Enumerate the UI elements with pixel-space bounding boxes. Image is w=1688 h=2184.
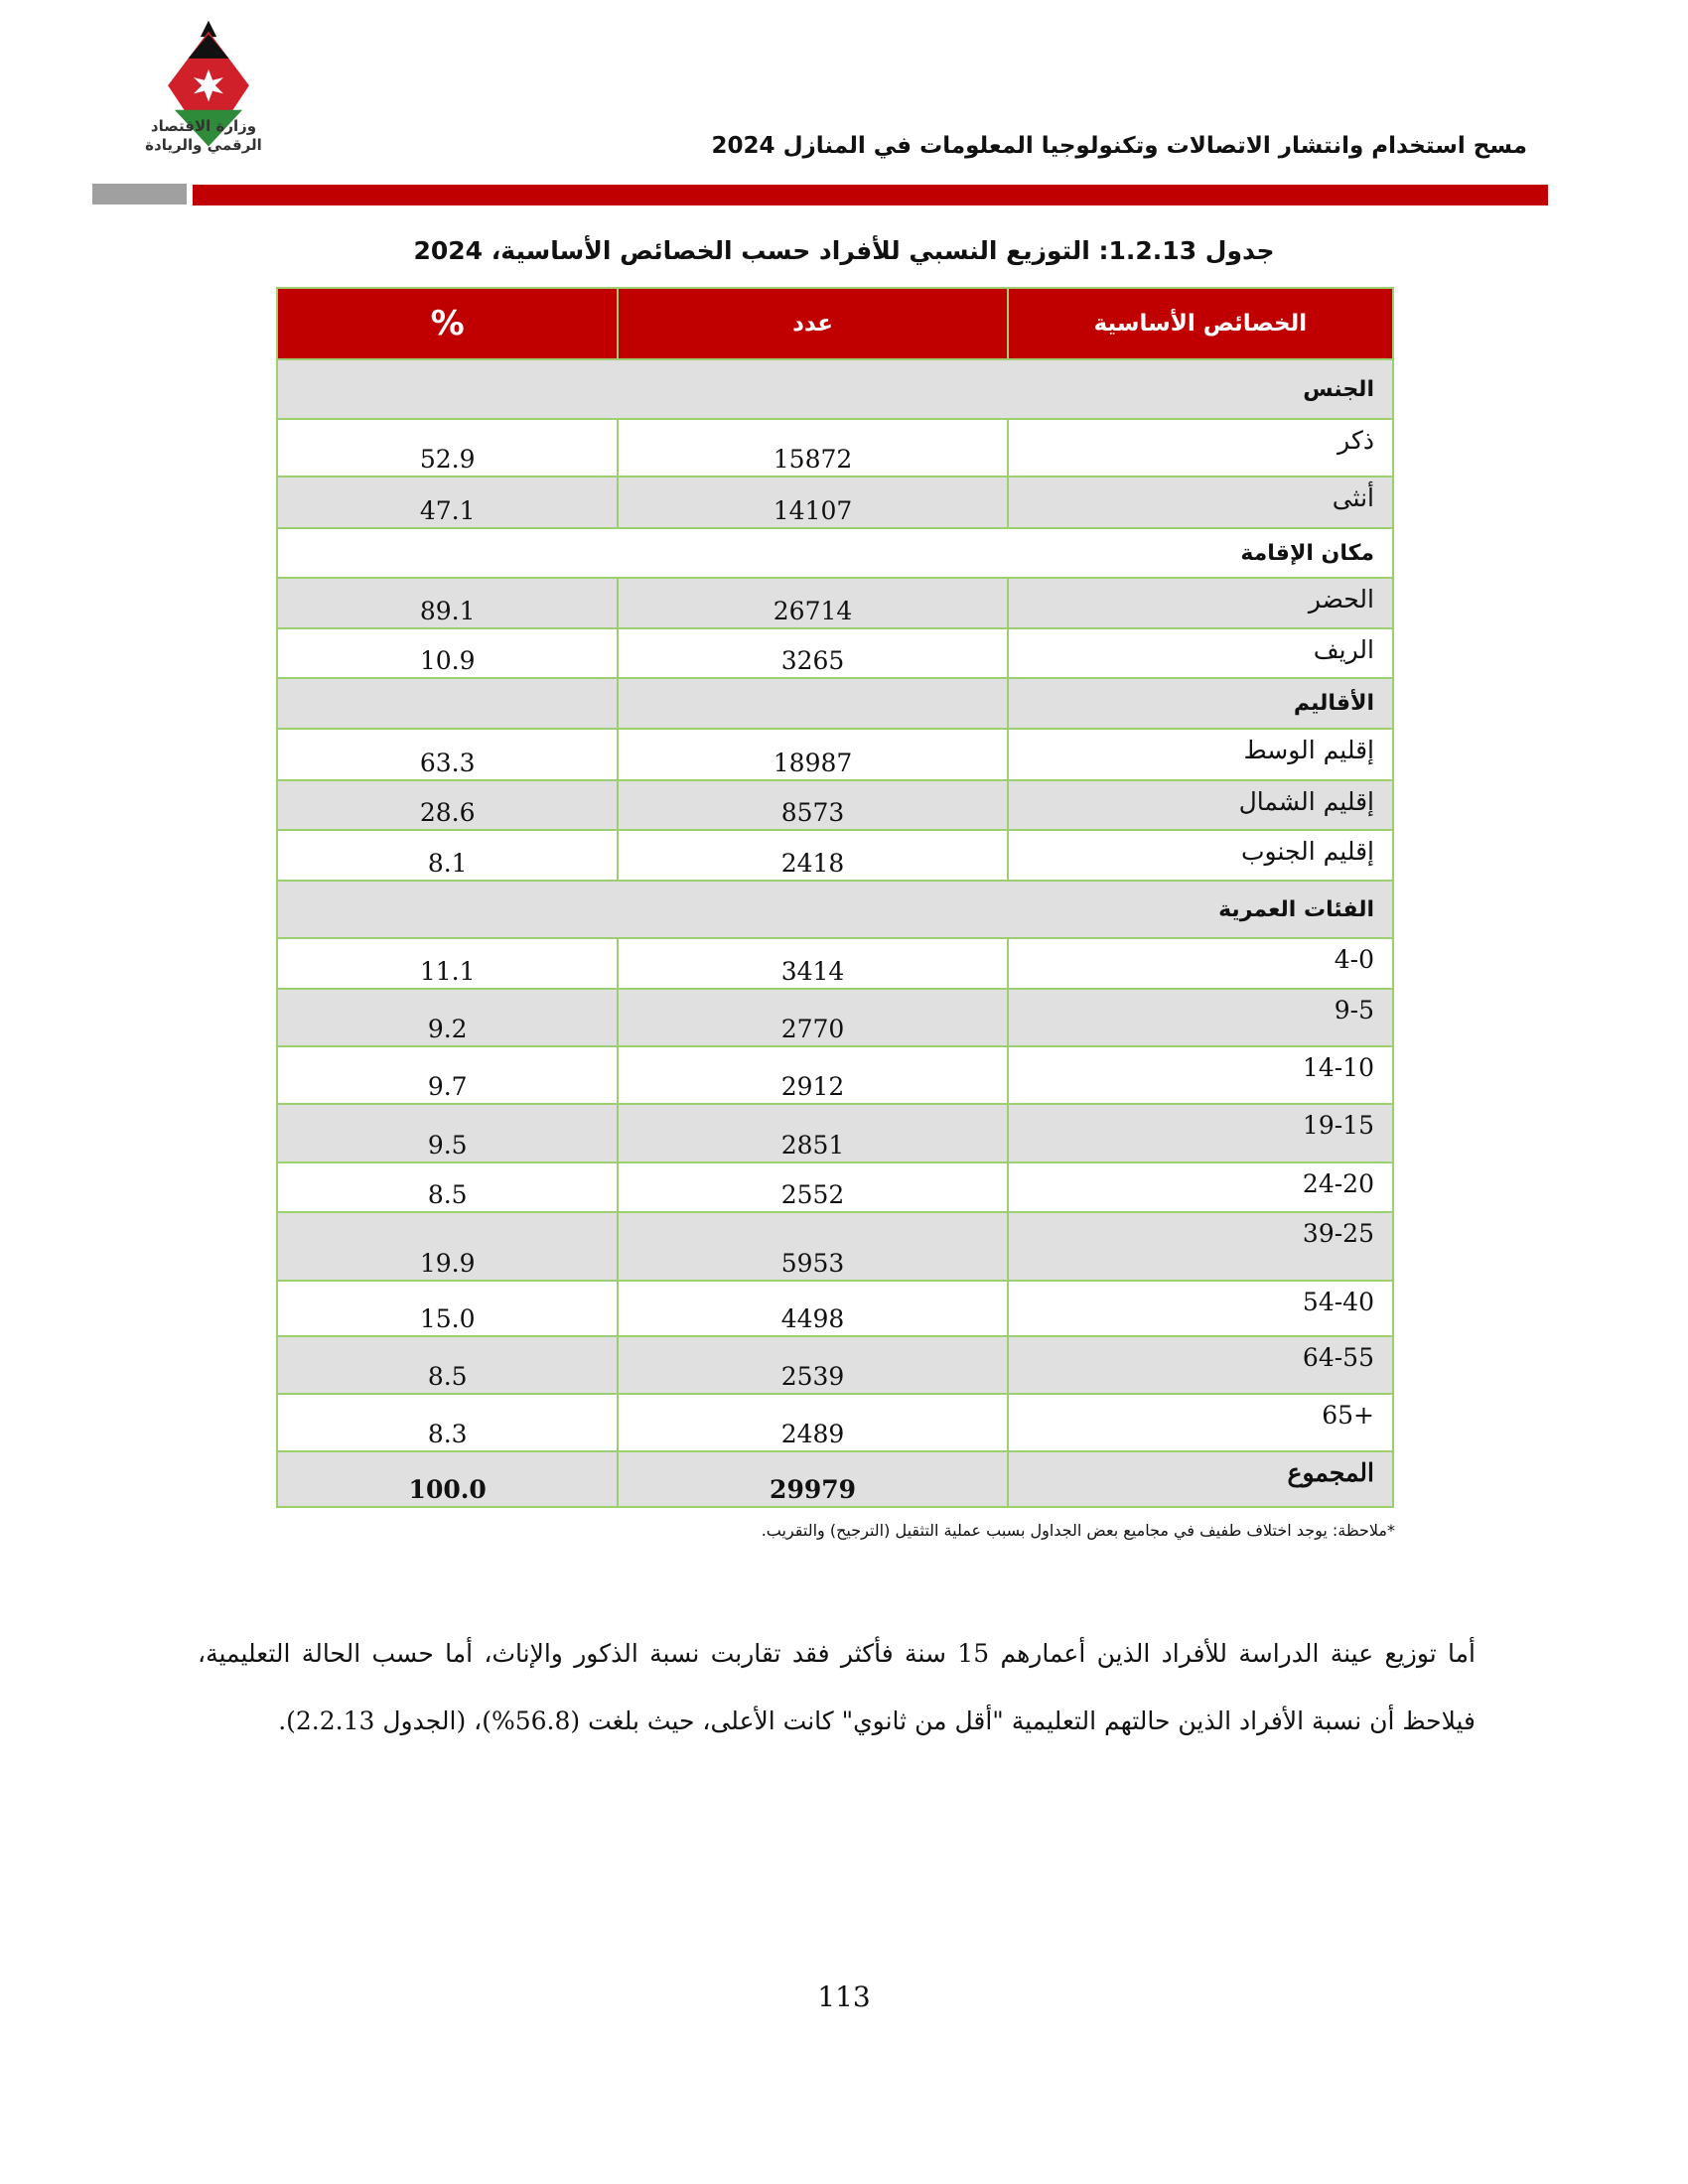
category-row <box>277 881 1393 938</box>
row-label: الحضر <box>1008 578 1393 628</box>
table-row <box>277 628 1393 678</box>
percent-cell: 8.3 <box>277 1394 618 1451</box>
row-label: 54-40 <box>1008 1281 1393 1336</box>
header-characteristic: الخصائص الأساسية <box>1008 288 1393 359</box>
table-row <box>277 1162 1393 1212</box>
header-gray-bar <box>92 184 187 205</box>
table-header-row <box>277 288 1393 359</box>
category-label: مكان الإقامة <box>277 528 1393 578</box>
count-cell: 29979 <box>618 1451 1007 1507</box>
count-cell: 2770 <box>618 989 1007 1046</box>
row-label: المجموع <box>1008 1451 1393 1507</box>
table-row <box>277 1336 1393 1394</box>
empty-cell <box>277 678 618 729</box>
table-row <box>277 578 1393 628</box>
percent-cell: 9.2 <box>277 989 618 1046</box>
table-row <box>277 989 1393 1046</box>
percent-cell: 9.5 <box>277 1104 618 1162</box>
row-label: 14-10 <box>1008 1046 1393 1104</box>
table-row <box>277 729 1393 780</box>
table-row <box>277 1046 1393 1104</box>
count-cell: 2851 <box>618 1104 1007 1162</box>
percent-cell: 10.9 <box>277 628 618 678</box>
percent-cell: 9.7 <box>277 1046 618 1104</box>
row-label: ذكر <box>1008 419 1393 477</box>
table-row <box>277 780 1393 830</box>
row-label: +65 <box>1008 1394 1393 1451</box>
count-cell: 2552 <box>618 1162 1007 1212</box>
row-label: الريف <box>1008 628 1393 678</box>
row-label: إقليم الشمال <box>1008 780 1393 830</box>
count-cell: 3414 <box>618 938 1007 989</box>
table-row <box>277 1394 1393 1451</box>
percent-cell: 100.0 <box>277 1451 618 1507</box>
row-label: أنثى <box>1008 477 1393 528</box>
category-label: الأقاليم <box>1008 678 1393 729</box>
row-label: 4-0 <box>1008 938 1393 989</box>
count-cell: 2418 <box>618 830 1007 881</box>
percent-cell: 11.1 <box>277 938 618 989</box>
row-label: 64-55 <box>1008 1336 1393 1394</box>
count-cell: 2539 <box>618 1336 1007 1394</box>
document-title: مسح استخدام وانتشار الاتصالات وتكنولوجيا المعلومات في المنازل 2024 <box>711 133 1527 159</box>
table-row <box>277 938 1393 989</box>
row-label: 39-25 <box>1008 1212 1393 1281</box>
table-row <box>277 830 1393 881</box>
category-row <box>277 528 1393 578</box>
logo-text: وزارة الاقتصاد الرقمي والريادة <box>145 117 262 154</box>
count-cell: 15872 <box>618 419 1007 477</box>
table-row <box>277 1212 1393 1281</box>
table-note: *ملاحظة: يوجد اختلاف طفيف في مجاميع بعض الجداول بسبب عملية التثقيل (الترجيح) والتقريب. <box>761 1521 1395 1540</box>
empty-cell <box>618 678 1007 729</box>
characteristics-table <box>276 287 1394 1508</box>
count-cell: 5953 <box>618 1212 1007 1281</box>
table-title: جدول 1.2.13: التوزيع النسبي للأفراد حسب الخصائص الأساسية، 2024 <box>413 236 1275 265</box>
table-row <box>277 477 1393 528</box>
count-cell: 8573 <box>618 780 1007 830</box>
percent-cell: 8.5 <box>277 1162 618 1212</box>
row-label: إقليم الجنوب <box>1008 830 1393 881</box>
page-number: 113 <box>817 1980 871 2013</box>
row-label: 19-15 <box>1008 1104 1393 1162</box>
count-cell: 18987 <box>618 729 1007 780</box>
percent-cell: 52.9 <box>277 419 618 477</box>
table-row <box>277 1104 1393 1162</box>
percent-cell: 19.9 <box>277 1212 618 1281</box>
count-cell: 26714 <box>618 578 1007 628</box>
row-label: 9-5 <box>1008 989 1393 1046</box>
count-cell: 2489 <box>618 1394 1007 1451</box>
header-percent: % <box>277 288 618 359</box>
count-cell: 2912 <box>618 1046 1007 1104</box>
percent-cell: 28.6 <box>277 780 618 830</box>
header-red-bar <box>193 185 1548 205</box>
header-count: عدد <box>618 288 1007 359</box>
percent-cell: 63.3 <box>277 729 618 780</box>
category-row <box>277 359 1393 419</box>
percent-cell: 8.1 <box>277 830 618 881</box>
count-cell: 3265 <box>618 628 1007 678</box>
row-label: إقليم الوسط <box>1008 729 1393 780</box>
percent-cell: 8.5 <box>277 1336 618 1394</box>
category-label: الجنس <box>277 359 1393 419</box>
category-row <box>277 678 1393 729</box>
count-cell: 4498 <box>618 1281 1007 1336</box>
percent-cell: 47.1 <box>277 477 618 528</box>
total-row <box>277 1451 1393 1507</box>
table-row <box>277 419 1393 477</box>
count-cell: 14107 <box>618 477 1007 528</box>
category-label: الفئات العمرية <box>277 881 1393 938</box>
body-paragraph: أما توزيع عينة الدراسة للأفراد الذين أعمارهم 15 سنة فأكثر فقد تقاربت نسبة الذكور والإناث، أما حسب الحالة التعليمية، فيلاحظ أن نسبة الأفراد الذين حالتهم التعليمية "أقل من ثانوي" كانت الأعلى، حيث بلغت (56.8%)، (الجدول 2.2.13). <box>198 1639 1476 1735</box>
table-row <box>277 1281 1393 1336</box>
percent-cell: 89.1 <box>277 578 618 628</box>
percent-cell: 15.0 <box>277 1281 618 1336</box>
row-label: 24-20 <box>1008 1162 1393 1212</box>
